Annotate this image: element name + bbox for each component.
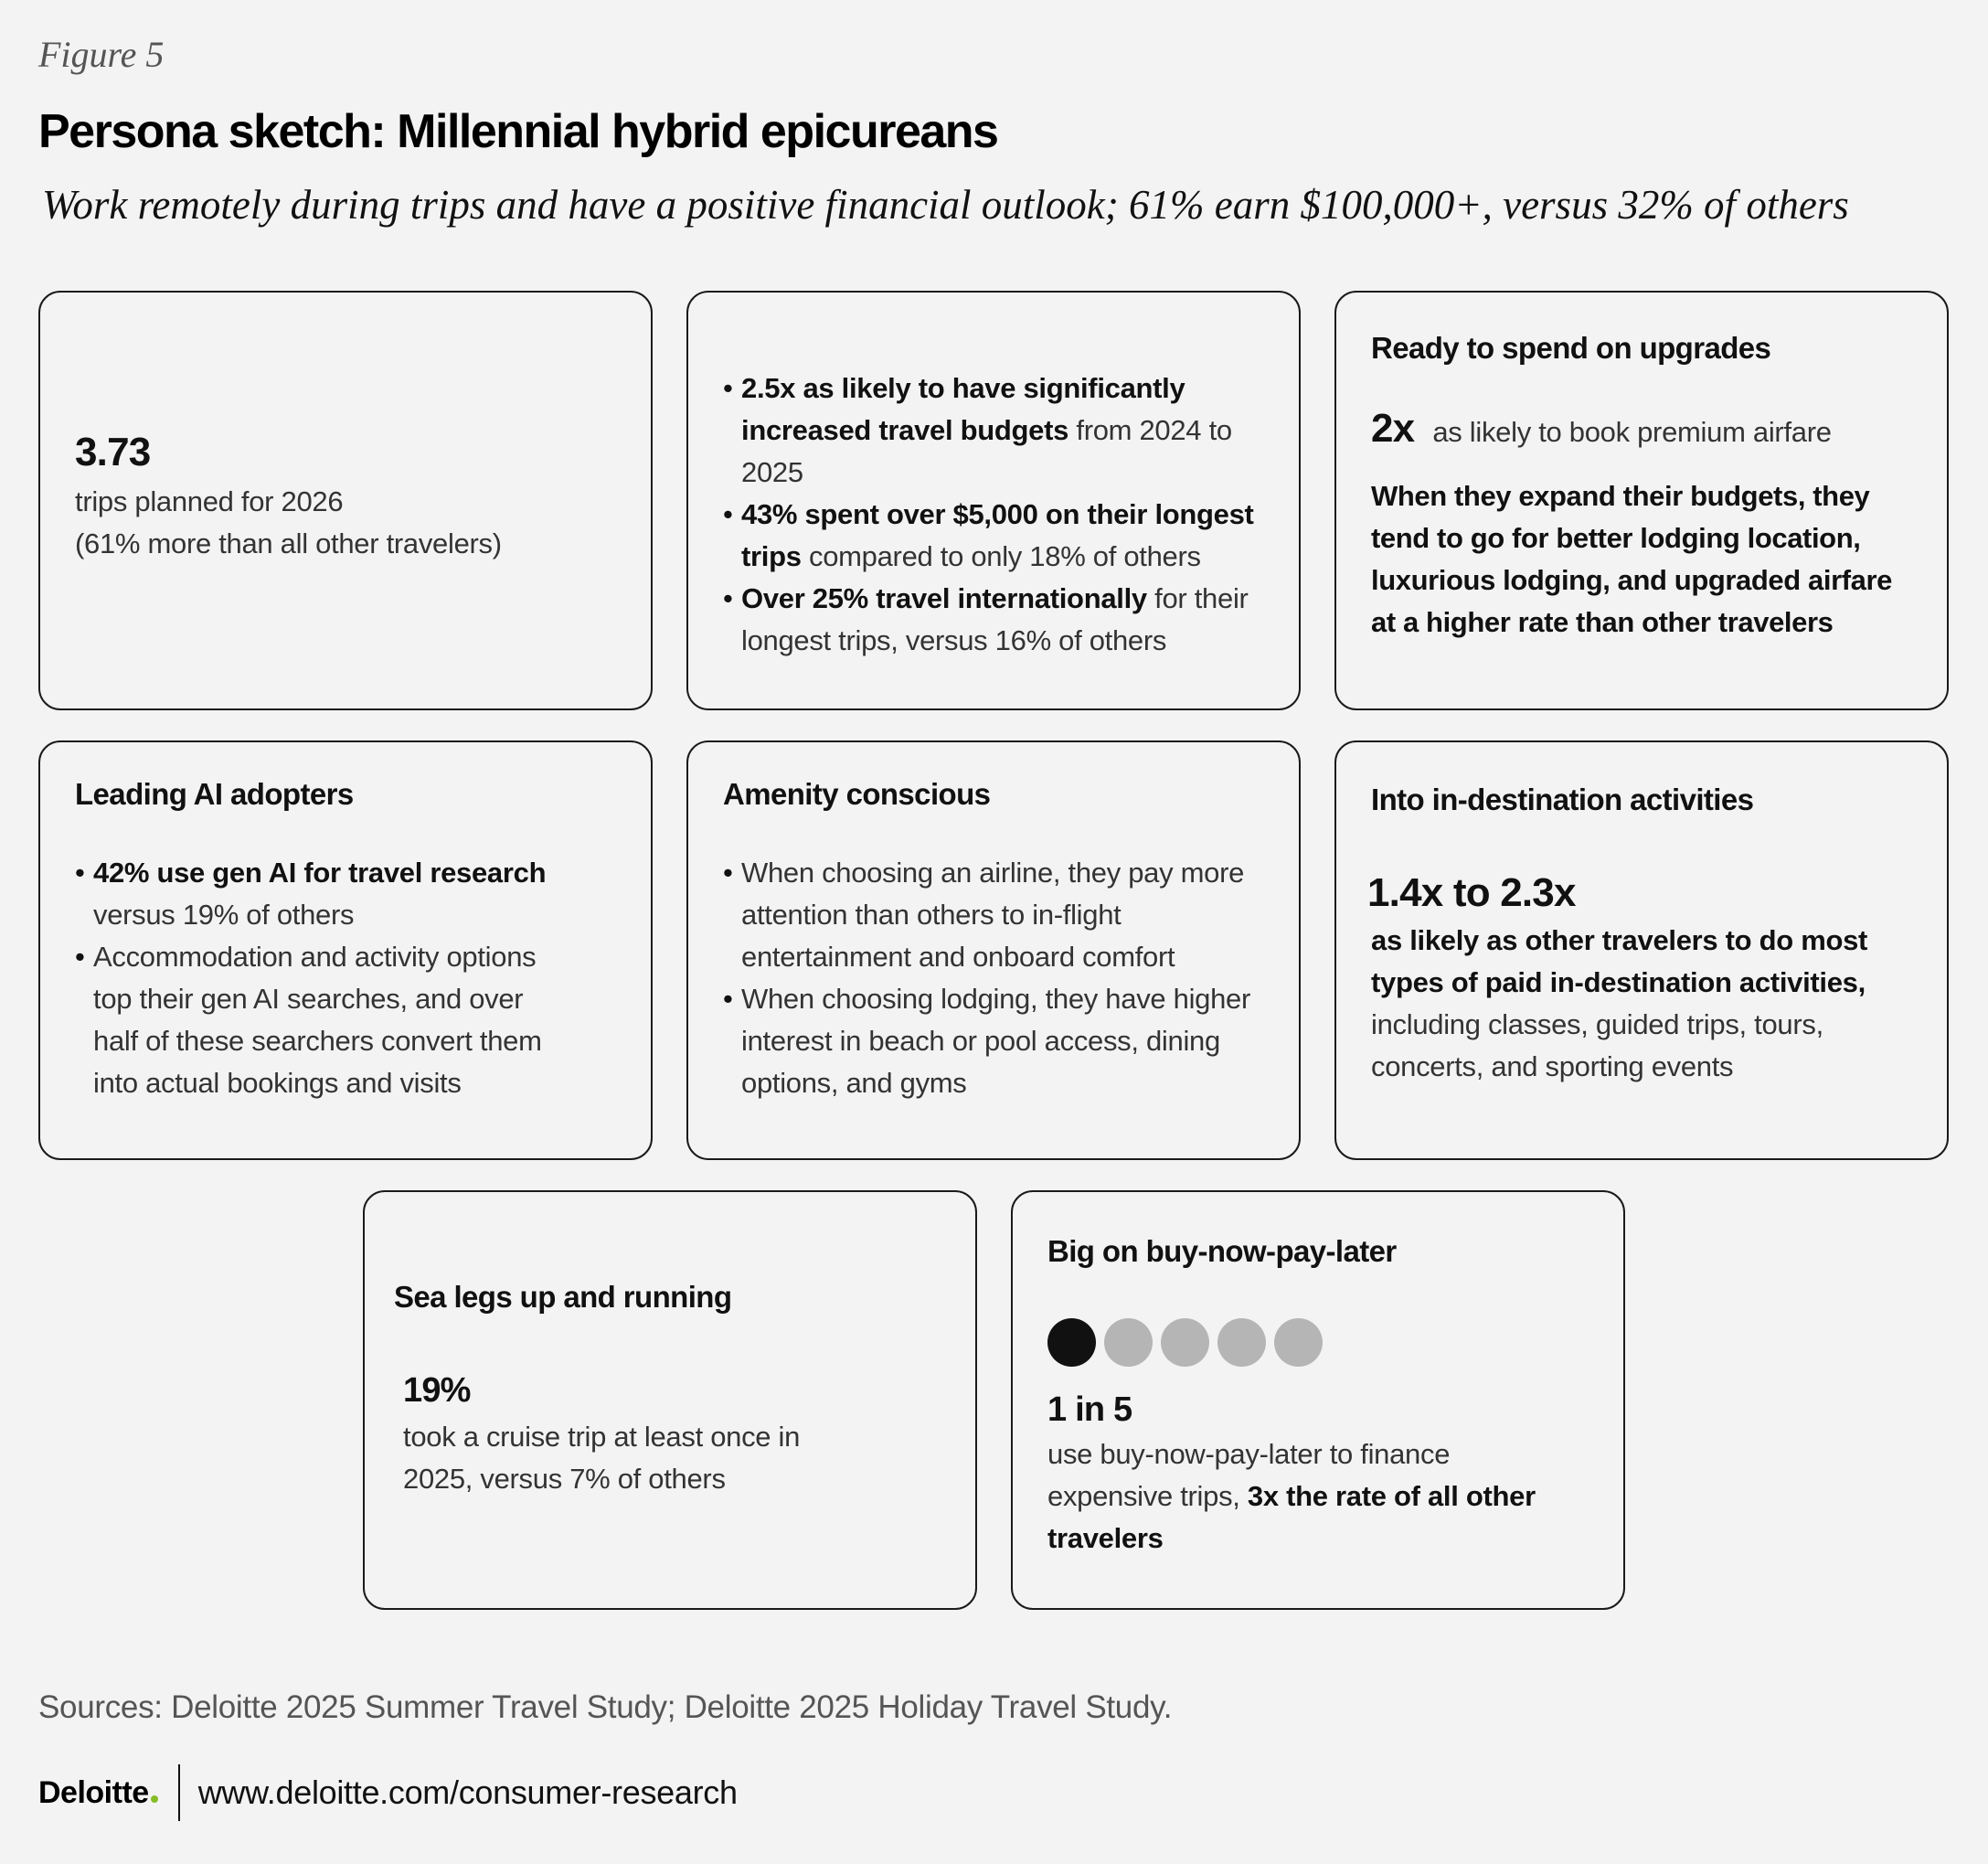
card-destination-activities (1334, 740, 1949, 1160)
ai-heading: Leading AI adopters (75, 777, 354, 811)
list-item: • Over 25% travel internationally for their longest trips, versus 16% of others (723, 582, 1249, 656)
trips-line2: (61% more than all other travelers) (75, 527, 502, 559)
list-item: • When choosing lodging, they have higher interest in beach or pool access, dining options, and gyms (723, 983, 1251, 1099)
footer-url-link[interactable]: www.deloitte.com/consumer-research (197, 1773, 738, 1811)
amenity-b1: When choosing an airline, they pay more attention than others to in-flight entertainment and onboard comfort (741, 857, 1245, 973)
filled-dot-icon (1047, 1318, 1096, 1367)
cruise-heading: Sea legs up and running (394, 1280, 732, 1314)
ai-b1-bold: 42% use gen AI for travel research (93, 857, 547, 889)
activities-body-rest: including classes, guided trips, tours, concerts, and sporting events (1371, 1008, 1823, 1082)
budgets-list (723, 367, 1271, 662)
amenity-b2: When choosing lodging, they have higher interest in beach or pool access, dining options, and gyms (741, 983, 1251, 1099)
card-amenity-conscious (686, 740, 1301, 1160)
activities-body-bold: as likely as other travelers to do most types of paid in-destination activities, (1371, 924, 1868, 998)
upgrades-stat-text: as likely to book premium airfare (1432, 416, 1832, 448)
list-item: • 2.5x as likely to have significantly increased travel budgets from 2024 to 2025 (723, 372, 1232, 488)
cruise-stat: 19% (403, 1371, 471, 1410)
budgets-b1-rest: from 2024 to 2025 (741, 414, 1232, 488)
footer-divider (178, 1764, 180, 1821)
card-travel-budgets (686, 291, 1301, 710)
deloitte-logo (38, 1775, 158, 1811)
budgets-b3-bold: Over 25% travel internationally (741, 582, 1147, 614)
upgrades-stat: 2x (1371, 406, 1415, 451)
empty-dot-icon (1217, 1318, 1266, 1367)
amenity-list (723, 852, 1253, 1104)
logo-dot-icon (151, 1795, 158, 1803)
list-item: • When choosing an airline, they pay more attention than others to in-flight entertainment and onboard comfort (723, 857, 1245, 973)
bnpl-body-text: use buy-now-pay-later to finance expensive trips, (1047, 1438, 1451, 1512)
list-item: • 43% spent over $5,000 on their longest trips compared to only 18% of others (723, 498, 1254, 572)
page-subtitle: Work remotely during trips and have a positive financial outlook; 61% earn $100,000+, versus 32% of others (42, 182, 1849, 228)
bnpl-body-bold: 3x the rate of all other travelers (1047, 1480, 1536, 1554)
activities-body (1371, 920, 1919, 1088)
budgets-b1-bold: 2.5x as likely to have significantly increased travel budgets (741, 372, 1185, 446)
empty-dot-icon (1274, 1318, 1323, 1367)
budgets-b2-rest: compared to only 18% of others (801, 540, 1201, 572)
bnpl-dot-scale (1047, 1318, 1596, 1367)
sources-note: Sources: Deloitte 2025 Summer Travel Study; Deloitte 2025 Holiday Travel Study. (38, 1689, 1173, 1725)
card-ai-adopters (38, 740, 653, 1160)
bnpl-heading: Big on buy-now-pay-later (1047, 1234, 1397, 1268)
cruise-body: took a cruise trip at least once in 2025, versus 7% of others (403, 1421, 801, 1495)
empty-dot-icon (1104, 1318, 1153, 1367)
bnpl-body (1047, 1433, 1578, 1560)
card-upgrades (1334, 291, 1949, 710)
card-trips-planned (38, 291, 653, 710)
card-cruise (363, 1190, 977, 1610)
activities-heading: Into in-destination activities (1371, 783, 1754, 816)
list-item: • Accommodation and activity options top their gen AI searches, and over half of these searchers convert them into actual bookings and visits (75, 941, 542, 1099)
list-item: • 42% use gen AI for travel research versus 19% of others (75, 857, 547, 931)
ai-b1-rest: versus 19% of others (93, 899, 355, 931)
card-buy-now-pay-later (1011, 1190, 1625, 1610)
budgets-b3-rest: for their longest trips, versus 16% of others (741, 582, 1249, 656)
page-title: Persona sketch: Millennial hybrid epicureans (38, 105, 998, 158)
activities-stat: 1.4x to 2.3x (1367, 870, 1576, 915)
ai-b2: Accommodation and activity options top their gen AI searches, and over half of these searchers convert them into actual bookings and visits (93, 941, 542, 1099)
upgrades-body: When they expand their budgets, they tend to go for better lodging location, luxurious lodging, and upgraded airfare at a higher rate than other travelers (1371, 480, 1893, 638)
bnpl-stat: 1 in 5 (1047, 1390, 1132, 1429)
figure-label: Figure 5 (38, 34, 165, 75)
footer (38, 1764, 738, 1821)
amenity-heading: Amenity conscious (723, 777, 991, 811)
empty-dot-icon (1161, 1318, 1209, 1367)
budgets-b2-bold: 43% spent over $5,000 on their longest trips (741, 498, 1254, 572)
trips-line1: trips planned for 2026 (75, 485, 344, 517)
trips-stat: 3.73 (75, 430, 151, 474)
ai-list (75, 852, 569, 1104)
logo-text: Deloitte (38, 1774, 149, 1810)
upgrades-heading: Ready to spend on upgrades (1371, 331, 1771, 365)
